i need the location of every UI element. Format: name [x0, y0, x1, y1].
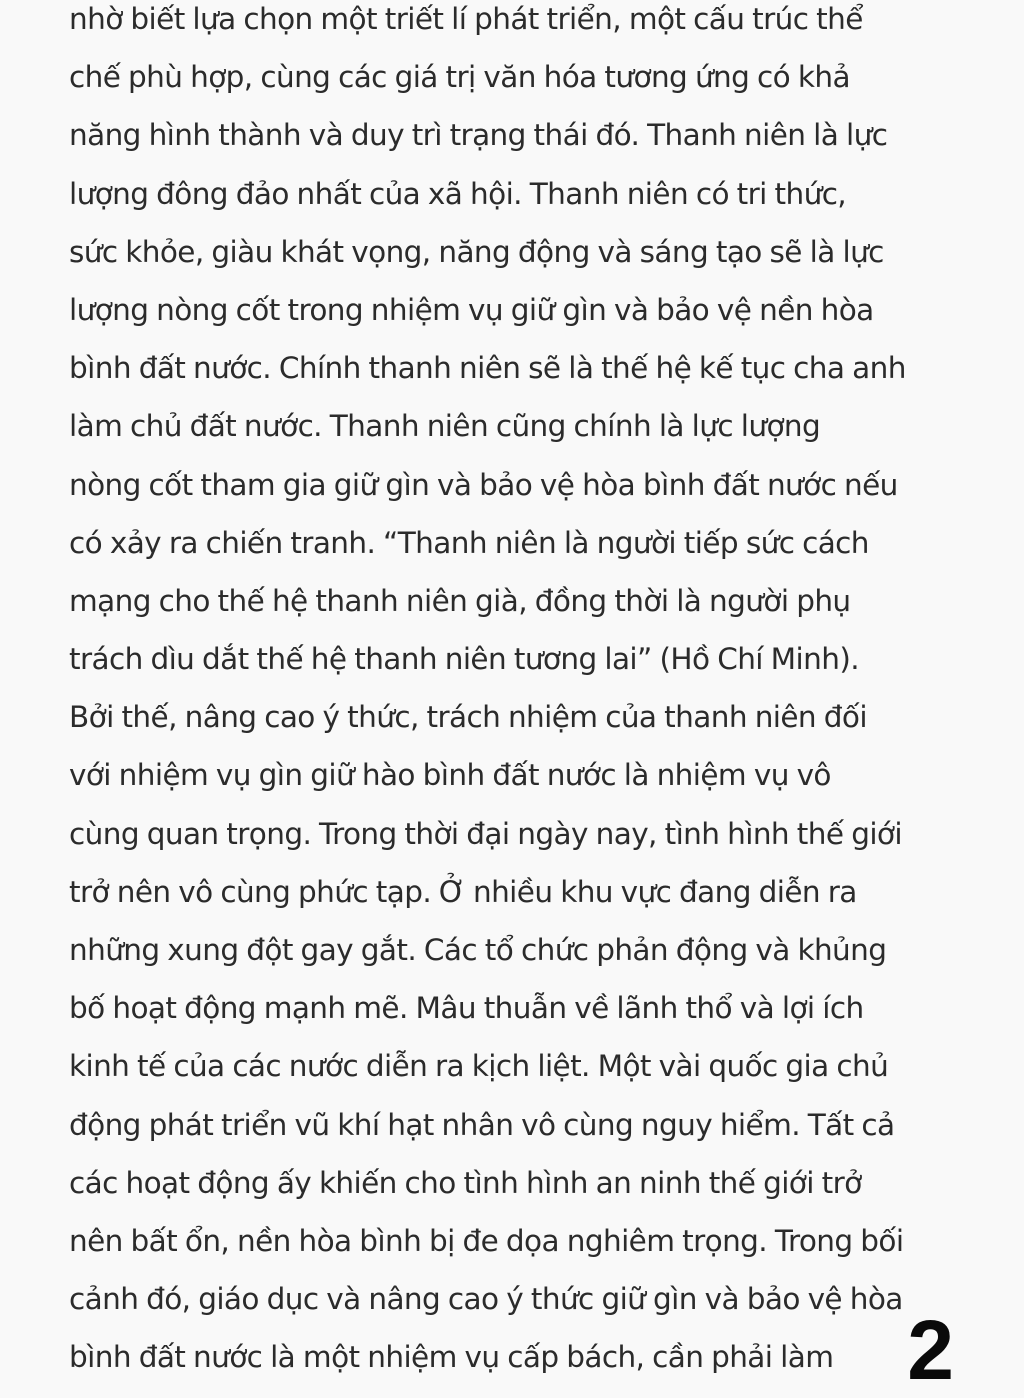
text-line: trở nên vô cùng phức tạp. Ở nhiều khu vực đang diễn ra	[69, 874, 857, 909]
text-line: nhờ biết lựa chọn một triết lí phát triển, một cấu trúc thể	[69, 2, 863, 36]
text-line: trách dìu dắt thế hệ thanh niên tương lai” (Hồ Chí Minh).	[69, 642, 860, 677]
text-line: bình đất nước là một nhiệm vụ cấp bách, cần phải làm	[69, 1340, 834, 1375]
text-line: các hoạt động ấy khiến cho tình hình an ninh thế giới trở	[69, 1165, 862, 1200]
body-text	[69, 0, 969, 1387]
page-number: 2	[907, 1303, 954, 1397]
text-line: làm chủ đất nước. Thanh niên cũng chính là lực lượng	[69, 409, 821, 444]
text-line: nòng cốt tham gia giữ gìn và bảo vệ hòa bình đất nước nếu	[69, 467, 898, 502]
text-line: chế phù hợp, cùng các giá trị văn hóa tương ứng có khả	[69, 60, 850, 95]
text-line: nên bất ổn, nền hòa bình bị đe dọa nghiêm trọng. Trong bối	[69, 1223, 904, 1258]
text-line: năng hình thành và duy trì trạng thái đó. Thanh niên là lực	[69, 118, 888, 153]
text-line: lượng nòng cốt trong nhiệm vụ giữ gìn và bảo vệ nền hòa	[69, 292, 874, 327]
text-line: lượng đông đảo nhất của xã hội. Thanh niên có tri thức,	[69, 176, 847, 211]
text-line: cảnh đó, giáo dục và nâng cao ý thức giữ gìn và bảo vệ hòa	[69, 1282, 903, 1317]
text-line: với nhiệm vụ gìn giữ hào bình đất nước là nhiệm vụ vô	[69, 758, 831, 793]
text-line: những xung đột gay gắt. Các tổ chức phản động và khủng	[69, 933, 887, 967]
text-line: sức khỏe, giàu khát vọng, năng động và sáng tạo sẽ là lực	[69, 234, 884, 269]
text-line: mạng cho thế hệ thanh niên già, đồng thời là người phụ	[69, 583, 851, 618]
text-line: động phát triển vũ khí hạt nhân vô cùng nguy hiểm. Tất cả	[69, 1107, 895, 1142]
text-line: Bởi thế, nâng cao ý thức, trách nhiệm của thanh niên đối	[69, 700, 867, 735]
text-line: có xảy ra chiến tranh. “Thanh niên là người tiếp sức cách	[69, 525, 869, 560]
text-line: bình đất nước. Chính thanh niên sẽ là thế hệ kế tục cha anh	[69, 351, 906, 386]
text-line: kinh tế của các nước diễn ra kịch liệt. Một vài quốc gia chủ	[69, 1049, 889, 1084]
text-line: bố hoạt động mạnh mẽ. Mâu thuẫn về lãnh thổ và lợi ích	[69, 991, 864, 1026]
text-line: cùng quan trọng. Trong thời đại ngày nay, tình hình thế giới	[69, 816, 902, 851]
